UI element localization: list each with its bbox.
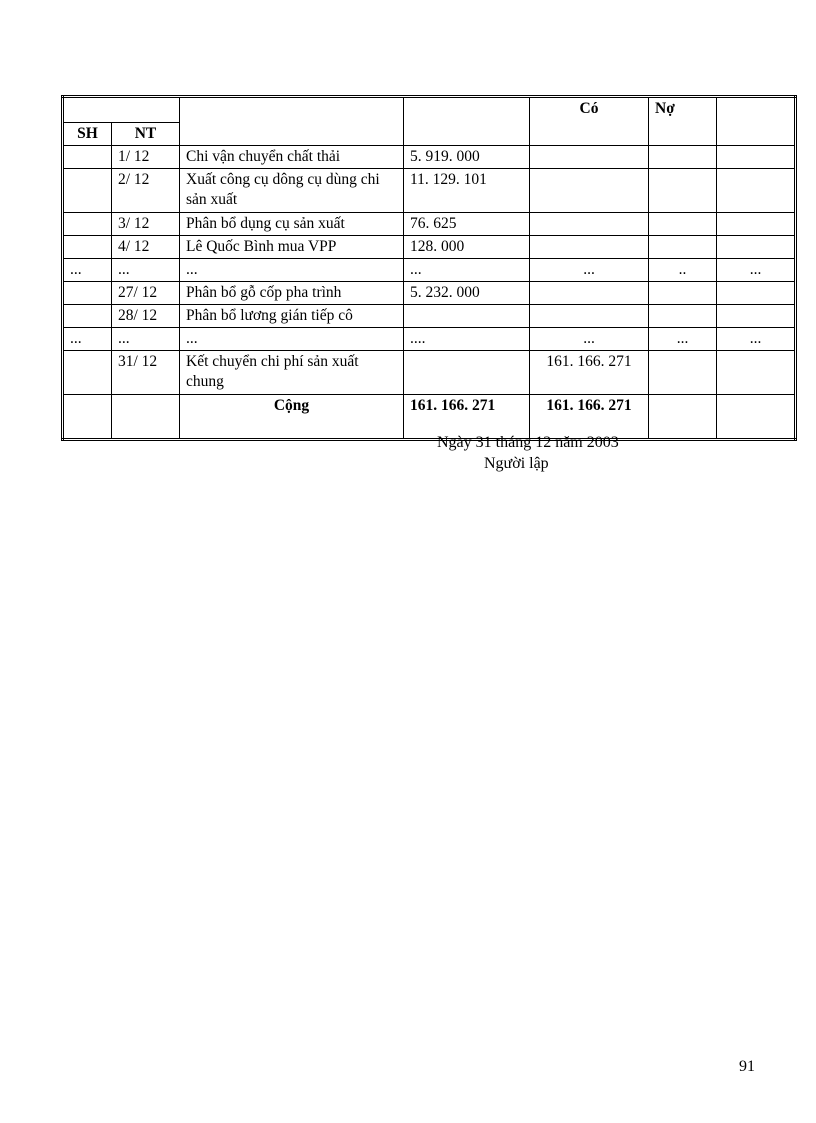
header-nt: NT (112, 123, 180, 146)
header-no-spacer (649, 123, 717, 146)
desc-cell: Phân bổ dụng cụ sản xuất (180, 213, 404, 236)
extra-cell (717, 146, 796, 169)
amount-cell: 5. 232. 000 (404, 282, 530, 305)
desc-cell: Lê Quốc Bình mua VPP (180, 236, 404, 259)
desc-cell: Phân bổ gỗ cốp pha trình (180, 282, 404, 305)
desc-cell: Chi vận chuyển chất thải (180, 146, 404, 169)
amount-cell: .... (404, 328, 530, 351)
no-cell (649, 236, 717, 259)
nt-cell: 31/ 12 (112, 351, 180, 395)
total-extra-cell (717, 395, 796, 440)
desc-cell: ... (180, 328, 404, 351)
amount-cell (404, 351, 530, 395)
co-cell: ... (530, 259, 649, 282)
co-cell: ... (530, 328, 649, 351)
table-row (63, 282, 796, 305)
nt-cell: 3/ 12 (112, 213, 180, 236)
header-extra-spacer (717, 123, 796, 146)
extra-cell: ... (717, 259, 796, 282)
nt-cell: 27/ 12 (112, 282, 180, 305)
header-extra-cell (717, 97, 796, 123)
co-cell (530, 236, 649, 259)
total-label: Cộng (180, 395, 404, 440)
signature-date: Ngày 31 tháng 12 năm 2003 (437, 434, 619, 451)
no-cell (649, 282, 717, 305)
amount-cell (404, 305, 530, 328)
table-row (63, 213, 796, 236)
total-amount: 161. 166. 271 (404, 395, 530, 440)
desc-cell: Kết chuyển chi phí sản xuất chung (180, 351, 404, 395)
table-row (63, 351, 796, 395)
extra-cell (717, 351, 796, 395)
co-cell (530, 305, 649, 328)
amount-cell: ... (404, 259, 530, 282)
table-row (63, 169, 796, 213)
extra-cell (717, 305, 796, 328)
header-sh: SH (63, 123, 112, 146)
co-cell (530, 169, 649, 213)
extra-cell (717, 169, 796, 213)
table-row (63, 328, 796, 351)
sh-cell (63, 351, 112, 395)
table-row (63, 259, 796, 282)
header-co: Có (530, 97, 649, 123)
no-cell: ... (649, 328, 717, 351)
total-sh-cell (63, 395, 112, 440)
no-cell (649, 169, 717, 213)
header-chung-tu-cell (63, 97, 180, 123)
table-row (63, 146, 796, 169)
sh-cell: ... (63, 328, 112, 351)
desc-cell: Xuất công cụ dông cụ dùng chi sản xuất (180, 169, 404, 213)
total-nt-cell (112, 395, 180, 440)
desc-cell: ... (180, 259, 404, 282)
nt-cell: 28/ 12 (112, 305, 180, 328)
sh-cell (63, 282, 112, 305)
extra-cell (717, 282, 796, 305)
nt-cell: 2/ 12 (112, 169, 180, 213)
nt-cell: ... (112, 328, 180, 351)
ledger-table (61, 95, 797, 441)
page-number: 91 (739, 1058, 755, 1075)
co-cell (530, 282, 649, 305)
sh-cell (63, 236, 112, 259)
table-row (63, 236, 796, 259)
co-cell: 161. 166. 271 (530, 351, 649, 395)
no-cell: .. (649, 259, 717, 282)
co-cell (530, 146, 649, 169)
desc-cell: Phân bổ lương gián tiếp cô (180, 305, 404, 328)
extra-cell: ... (717, 328, 796, 351)
header-co-spacer (530, 123, 649, 146)
header-amount-cell (404, 97, 530, 146)
sh-cell: ... (63, 259, 112, 282)
amount-cell: 76. 625 (404, 213, 530, 236)
signature-block (437, 432, 619, 474)
nt-cell: 4/ 12 (112, 236, 180, 259)
sh-cell (63, 305, 112, 328)
extra-cell (717, 213, 796, 236)
table-row (63, 305, 796, 328)
total-row (63, 395, 796, 440)
no-cell (649, 305, 717, 328)
sh-cell (63, 169, 112, 213)
no-cell (649, 351, 717, 395)
sh-cell (63, 146, 112, 169)
nt-cell: ... (112, 259, 180, 282)
extra-cell (717, 236, 796, 259)
nt-cell: 1/ 12 (112, 146, 180, 169)
amount-cell: 11. 129. 101 (404, 169, 530, 213)
total-co: 161. 166. 271 (530, 395, 649, 440)
signature-title: Người lập (484, 455, 549, 472)
header-no: Nợ (649, 97, 717, 123)
co-cell (530, 213, 649, 236)
no-cell (649, 213, 717, 236)
header-row-top (63, 97, 796, 123)
header-desc-cell (180, 97, 404, 146)
amount-cell: 5. 919. 000 (404, 146, 530, 169)
no-cell (649, 146, 717, 169)
total-no-cell (649, 395, 717, 440)
amount-cell: 128. 000 (404, 236, 530, 259)
sh-cell (63, 213, 112, 236)
